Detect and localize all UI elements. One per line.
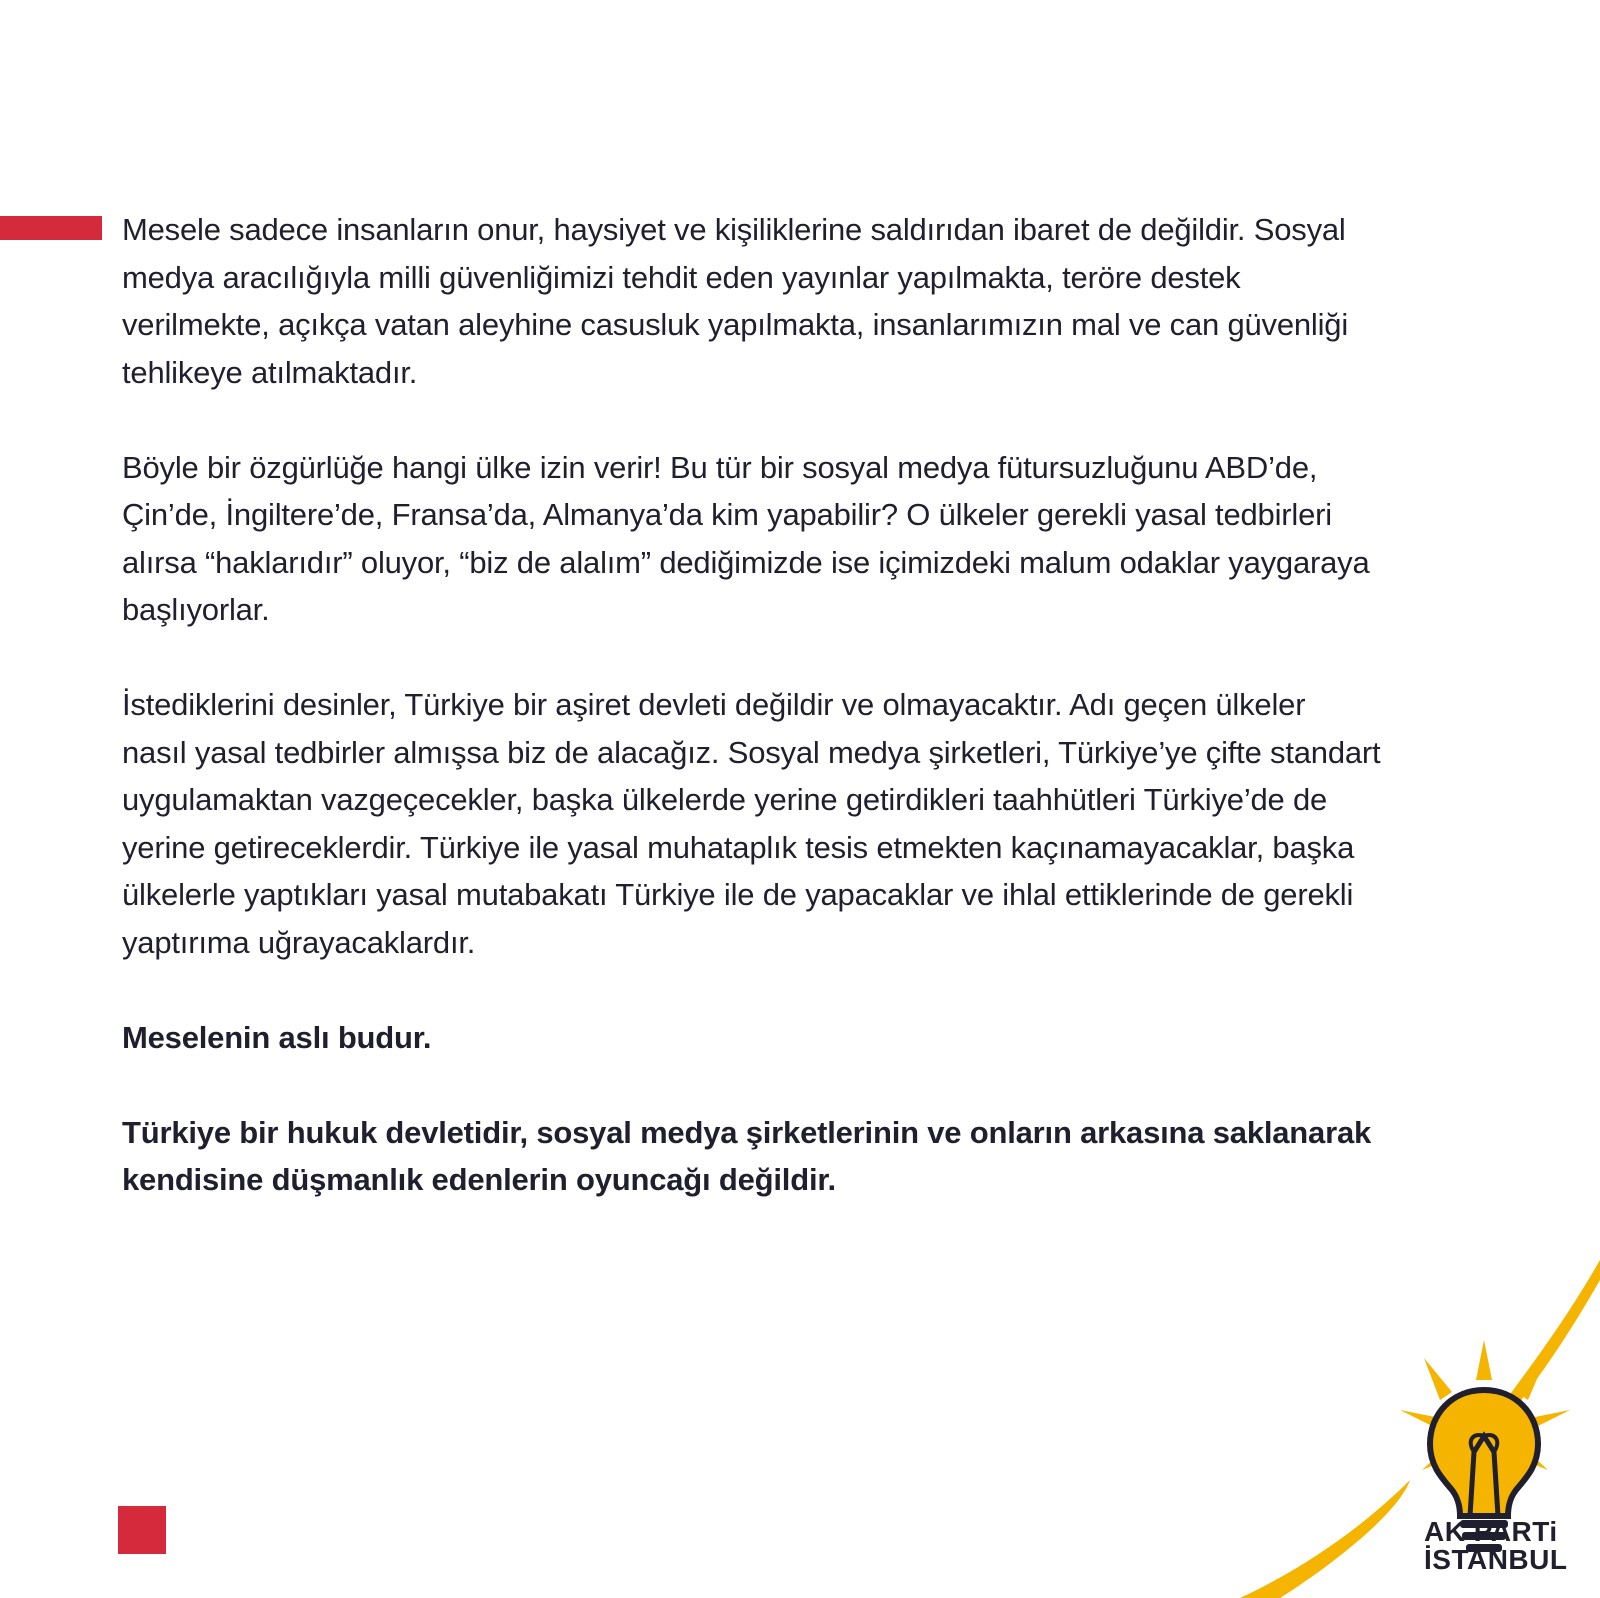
text-line: Mesele sadece insanların onur, haysiyet ve kişiliklerine saldırıdan ibaret de değildir. Sosyal <box>122 212 1346 247</box>
ak-parti-istanbul-wordmark <box>1424 1518 1574 1574</box>
logo-line-2: İSTANBUL <box>1424 1544 1568 1575</box>
text-line: verilmekte, açıkça vatan aleyhine casusluk yapılmakta, insanlarımızın mal ve can güvenliği <box>122 307 1349 342</box>
text-line: nasıl yasal tedbirler almışsa biz de alacağız. Sosyal medya şirketleri, Türkiye’ye çifte standart <box>122 734 1381 770</box>
paragraph-3 <box>122 681 1482 966</box>
text-line: yaptırıma uğrayacaklardır. <box>122 924 476 960</box>
text-line: kendisine düşmanlık edenlerin oyuncağı değildir. <box>122 1162 836 1197</box>
bold-statement-1 <box>122 1014 1482 1062</box>
text-line: yerine getireceklerdir. Türkiye ile yasal muhataplık tesis etmekten kaçınamayacaklar, başka <box>122 829 1355 865</box>
text-line: alırsa “haklarıdır” oluyor, “biz de alalım” dediğimizde ise içimizdeki malum odaklar yaygaraya <box>122 544 1370 580</box>
text-line: medya aracılığıyla milli güvenliğimizi tehdit eden yayınlar yapılmakta, teröre destek <box>122 259 1241 295</box>
text-line: İstediklerini desinler, Türkiye bir aşiret devleti değildir ve olmayacaktır. Adı geçen ülkeler <box>122 687 1306 722</box>
paragraph-2 <box>122 444 1482 634</box>
text-line: tehlikeye atılmaktadır. <box>122 354 418 390</box>
paragraph-1 <box>122 206 1482 396</box>
text-line: Çin’de, İngiltere’de, Fransa’da, Almanya’da kim yapabilir? O ülkeler gerekli yasal tedbirleri <box>122 497 1332 532</box>
text-line: başlıyorlar. <box>122 592 270 627</box>
logo-line-1: AK PARTi <box>1424 1516 1558 1547</box>
bold-statement-2 <box>122 1109 1482 1204</box>
text-line: uygulamaktan vazgeçecekler, başka ülkelerde yerine getirdikleri taahhütleri Türkiye’de de <box>122 782 1328 817</box>
red-square-decoration <box>118 1506 166 1554</box>
text-line: Böyle bir özgürlüğe hangi ülke izin verir! Bu tür bir sosyal medya fütursuzluğunu ABD’de, <box>122 449 1318 485</box>
text-line: Meselenin aslı budur. <box>122 1019 432 1055</box>
text-line: Türkiye bir hukuk devletidir, sosyal medya şirketlerinin ve onların arkasına saklanarak <box>122 1114 1372 1150</box>
red-accent-bar <box>0 216 102 240</box>
statement-text <box>122 206 1482 1251</box>
text-line: ülkelerle yaptıkları yasal mutabakatı Türkiye ile de yapacaklar ve ihlal ettiklerinde de gerekli <box>122 877 1354 912</box>
